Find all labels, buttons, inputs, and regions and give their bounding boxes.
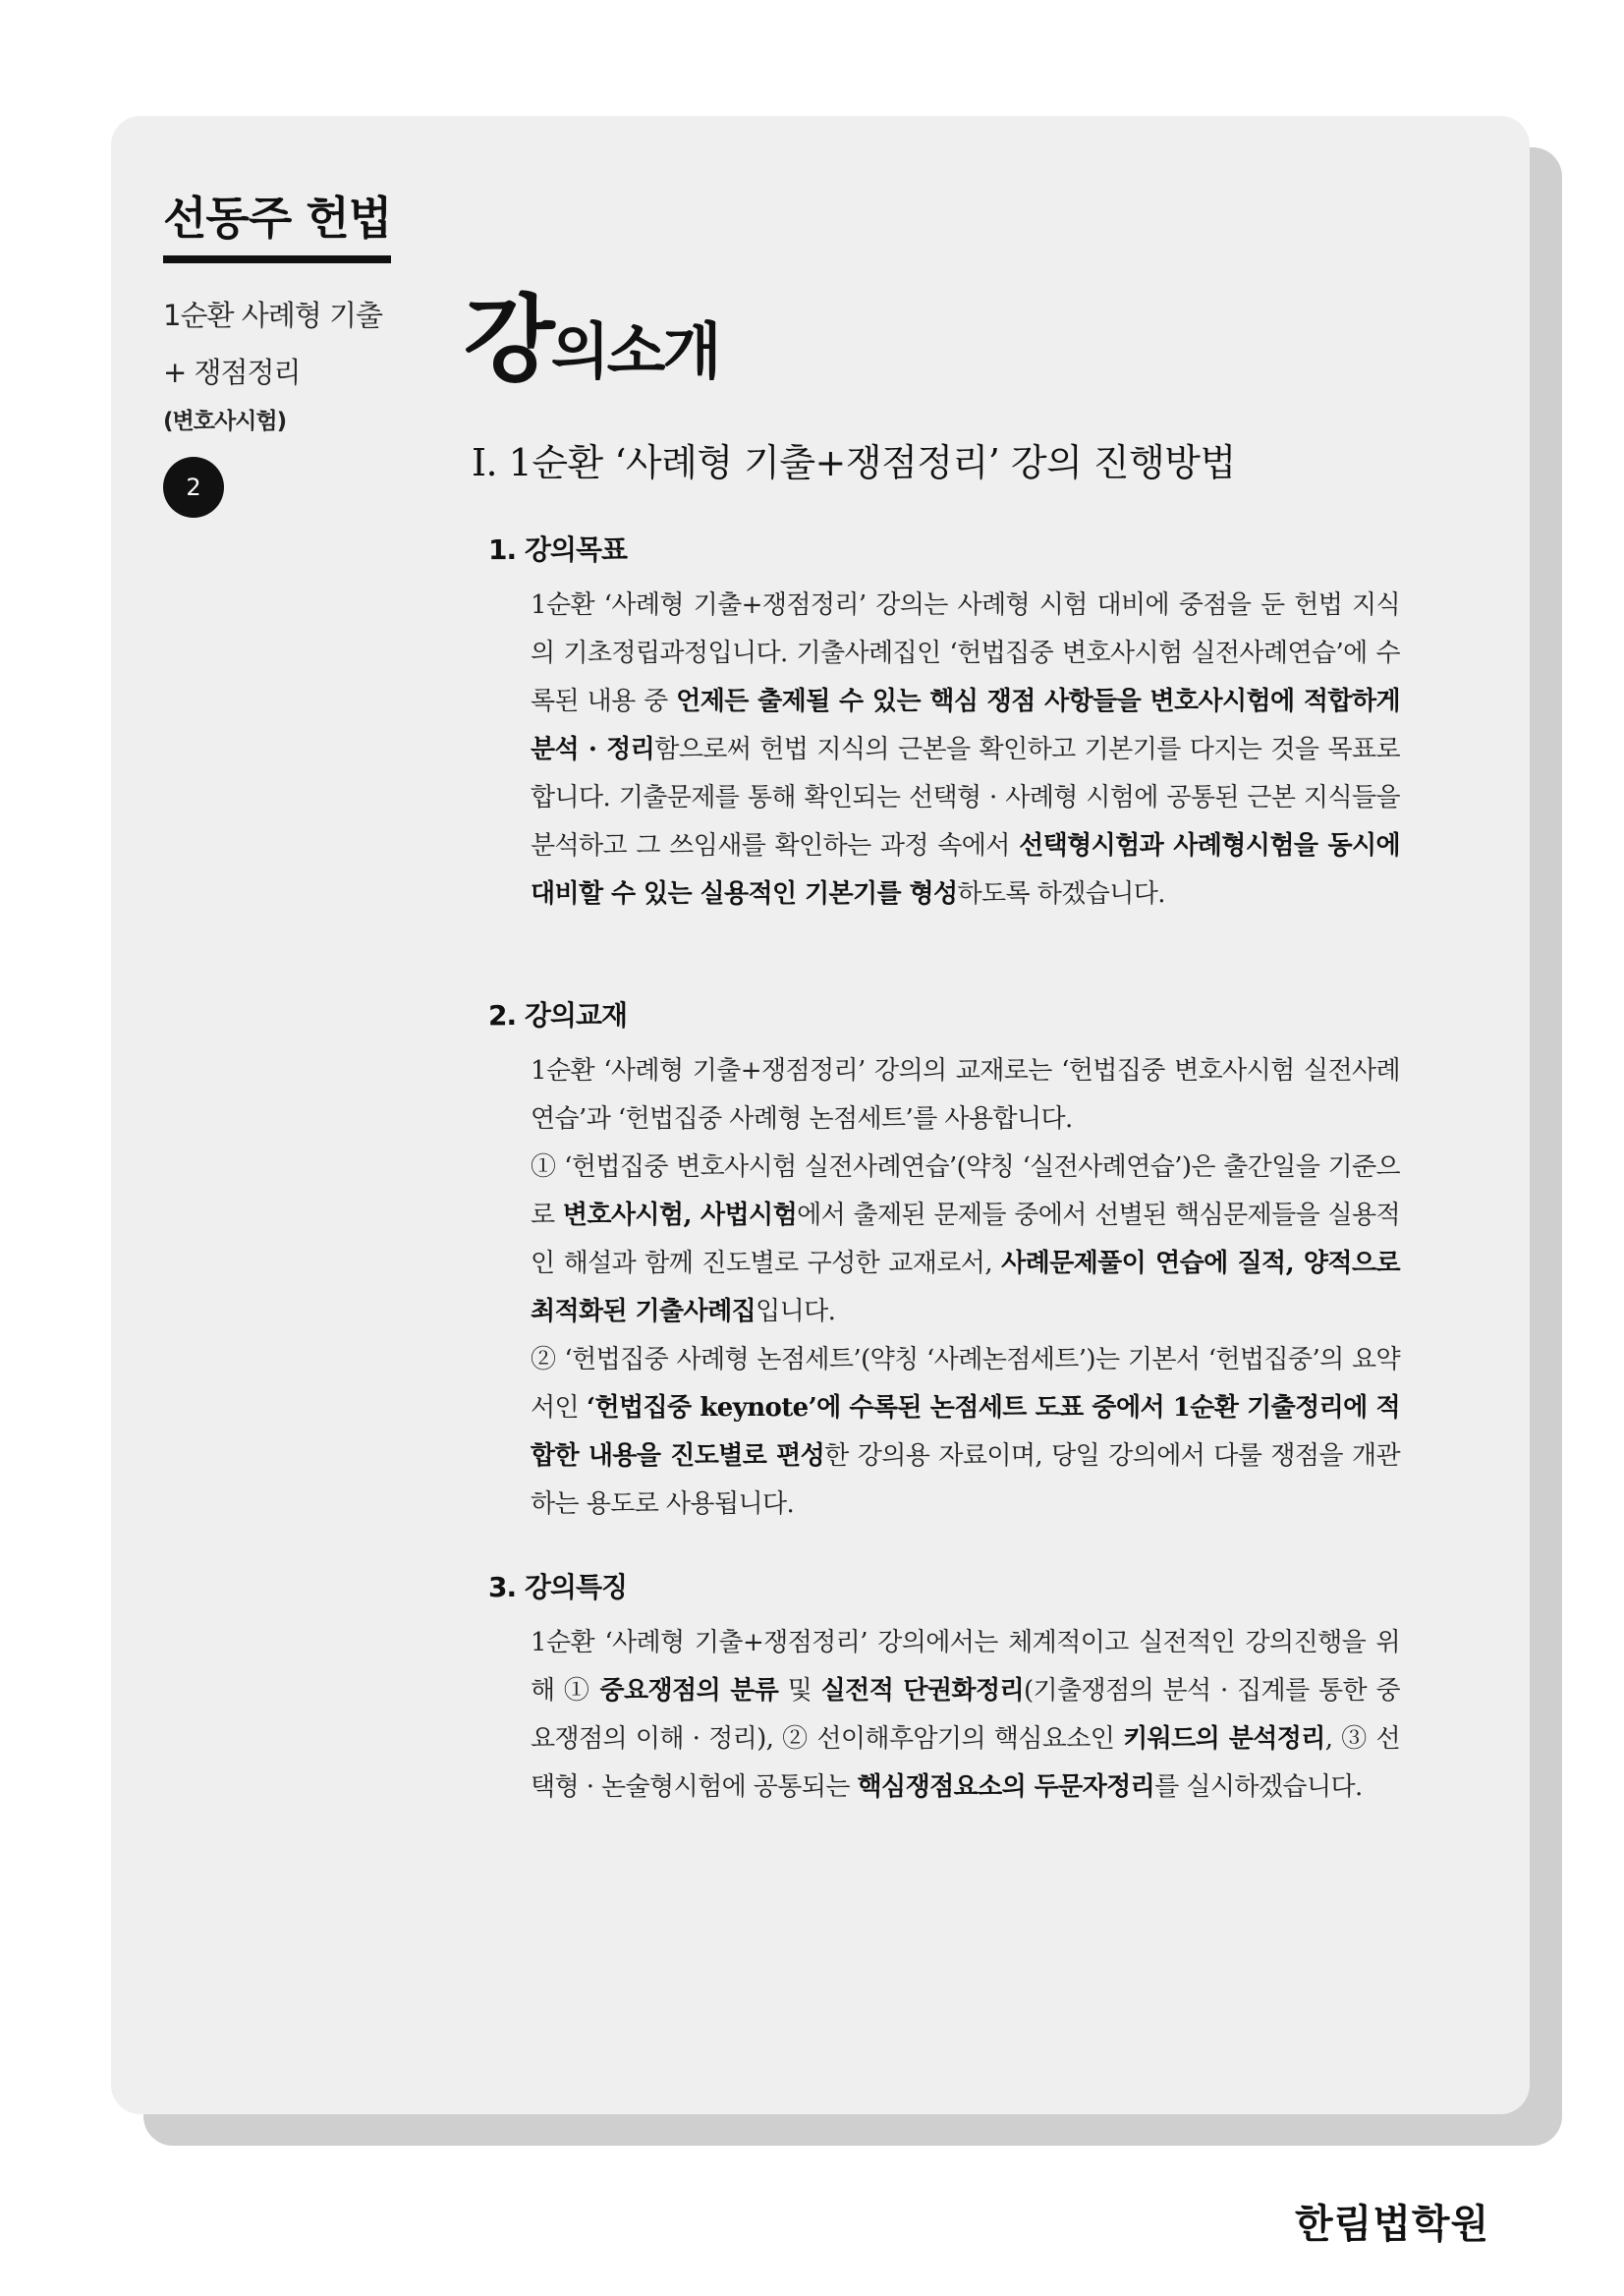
paragraph-textbook-intro: 1순환 ‘사례형 기출+쟁점정리’ 강의의 교재로는 ‘헌법집중 변호사시험 실전사례연습’과 ‘헌법집중 사례형 논점세트’를 사용합니다. [531, 1056, 1400, 1134]
course-subtitle-line-2: + 쟁점정리 [163, 356, 301, 389]
section-title: Ⅰ. 1순환 ‘사례형 기출+쟁점정리’ 강의 진행방법 [472, 441, 1236, 484]
course-title: 선동주 헌법 [163, 183, 391, 263]
subsection-title-textbook: 2. 강의교재 [488, 999, 628, 1032]
course-subtitle [163, 287, 399, 401]
course-subtitle-line-1: 1순환 사례형 기출 [163, 299, 382, 332]
heading-first-char: 강 [464, 284, 551, 395]
heading-rest: 의소개 [550, 315, 719, 387]
paragraph-goal: 1순환 ‘사례형 기출+쟁점정리’ 강의는 사례형 시험 대비에 중점을 둔 헌법 지식의 기초정립과정입니다. 기출사례집인 ‘헌법집중 변호사시험 실전사례연습’에 수록된 내용 중 언제든 출제될 수 있는 핵심 쟁점 사항들을 변호사시험에 적합하게 분석 · 정리함으로써 헌법 지식의 근본을 확인하고 기본기를 다지는 것을 목표로 합니다. 기출문제를 통해 확인되는 선택형 · 사례형 시험에 공통된 근본 지식들을 분석하고 그 쓰임새를 확인하는 과정 속에서 선택형시험과 사례형시험을 동시에 대비할 수 있는 실용적인 기본기를 형성하도록 하겠습니다. [531, 590, 1400, 909]
subsection-title-goal: 1. 강의목표 [488, 533, 628, 566]
course-meta [163, 183, 399, 518]
page-heading [464, 265, 718, 400]
paragraph-features: 1순환 ‘사례형 기출+쟁점정리’ 강의에서는 체계적이고 실전적인 강의진행을 위해 ① 중요쟁점의 분류 및 실전적 단권화정리(기출쟁점의 분석 · 집계를 통한 중요쟁점의 이해 · 정리), ② 선이해후암기의 핵심요소인 키워드의 분석정리, ③ 선택형 · 논술형시험에 공통되는 핵심쟁점요소의 두문자정리를 실시하겠습니다. [531, 1628, 1400, 1802]
paragraph-textbook-2: ② ‘헌법집중 사례형 논점세트’(약칭 ‘사례논점세트’)는 기본서 ‘헌법집중’의 요약서인 ‘헌법집중 keynote’에 수록된 논점세트 도표 중에서 1순환 기출정리에 적합한 내용을 진도별로 편성한 강의용 자료이며, 당일 강의에서 다룰 쟁점을 개관하는 용도로 사용됩니다. [531, 1345, 1400, 1519]
page-number-badge: 2 [163, 457, 224, 518]
paragraph-textbook-1: ① ‘헌법집중 변호사시험 실전사례연습’(약칭 ‘실전사례연습’)은 출간일을 기준으로 변호사시험, 사법시험에서 출제된 문제들 중에서 선별된 핵심문제들을 실용적인 해설과 함께 진도별로 구성한 교재로서, 사례문제풀이 연습에 질적, 양적으로 최적화된 기출사례집입니다. [531, 1152, 1400, 1326]
exam-label: (변호사시험) [163, 409, 287, 434]
publisher-logo: 한림법학원 [1295, 2202, 1490, 2247]
subsection-title-features: 3. 강의특징 [488, 1571, 628, 1603]
